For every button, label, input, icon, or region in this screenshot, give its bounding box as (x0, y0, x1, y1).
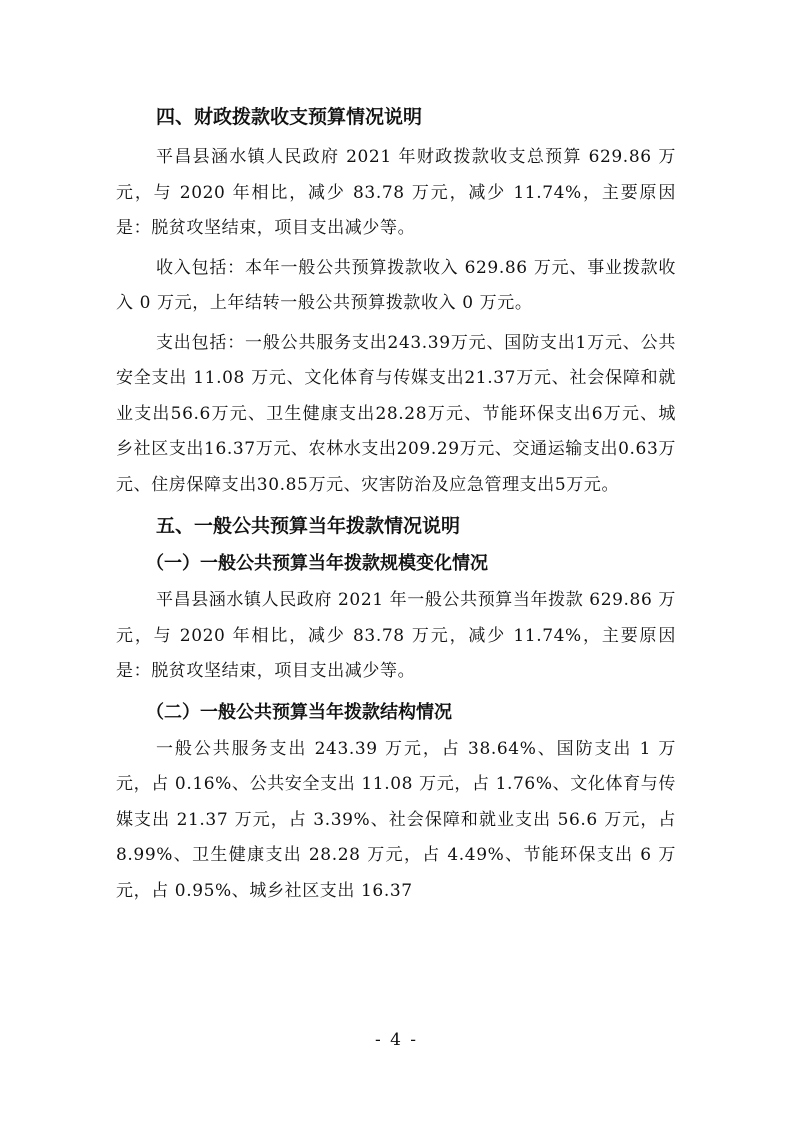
document-page (116, 98, 676, 913)
subheading-scale-change: （一）一般公共预算当年拨款规模变化情况 (146, 553, 488, 574)
section-heading-4: 四、财政拨款收支预算情况说明 (156, 106, 423, 128)
page-number: - 4 - (374, 1030, 419, 1050)
paragraph-total-budget: 平昌县涵水镇人民政府 2021 年财政拨款收支总预算 629.86 万元，与 2020 年相比，减少 83.78 万元，减少 11.74%，主要原因是：脱贫攻坚结束，项目支出减少等。 (116, 147, 676, 238)
paragraph-scale-change: 平昌县涵水镇人民政府 2021 年一般公共预算当年拨款 629.86 万元，与 2020 年相比，减少 83.78 万元，减少 11.74%，主要原因是：脱贫攻坚结束，项目支出减少等。 (116, 590, 676, 681)
paragraph-expenditure: 支出包括：一般公共服务支出243.39万元、国防支出1万元、公共安全支出 11.08 万元、文化体育与传媒支出21.37万元、社会保障和就业支出56.6万元、卫生健康支出28.28万元、节能环保支出6万元、城乡社区支出16.37万元、农林水支出209.29万元、交通运输支出0.63万元、住房保障支出30.85万元、灾害防治及应急管理支出5万元。 (116, 332, 676, 495)
paragraph-structure: 一般公共服务支出 243.39 万元，占 38.64%、国防支出 1 万元，占 0.16%、公共安全支出 11.08 万元，占 1.76%、文化体育与传媒支出 21.37 万元，占 3.39%、社会保障和就业支出 56.6 万元，占 8.99%、卫生健康支出 28.28 万元，占 4.49%、节能环保支出 6 万元，占 0.95%、城乡社区支出 16.37 (116, 738, 676, 901)
section-heading-5: 五、一般公共预算当年拨款情况说明 (156, 515, 461, 537)
subheading-structure: （二）一般公共预算当年拨款结构情况 (146, 701, 452, 723)
paragraph-income: 收入包括：本年一般公共预算拨款收入 629.86 万元、事业拨款收入 0 万元，上年结转一般公共预算拨款收入 0 万元。 (116, 257, 676, 313)
